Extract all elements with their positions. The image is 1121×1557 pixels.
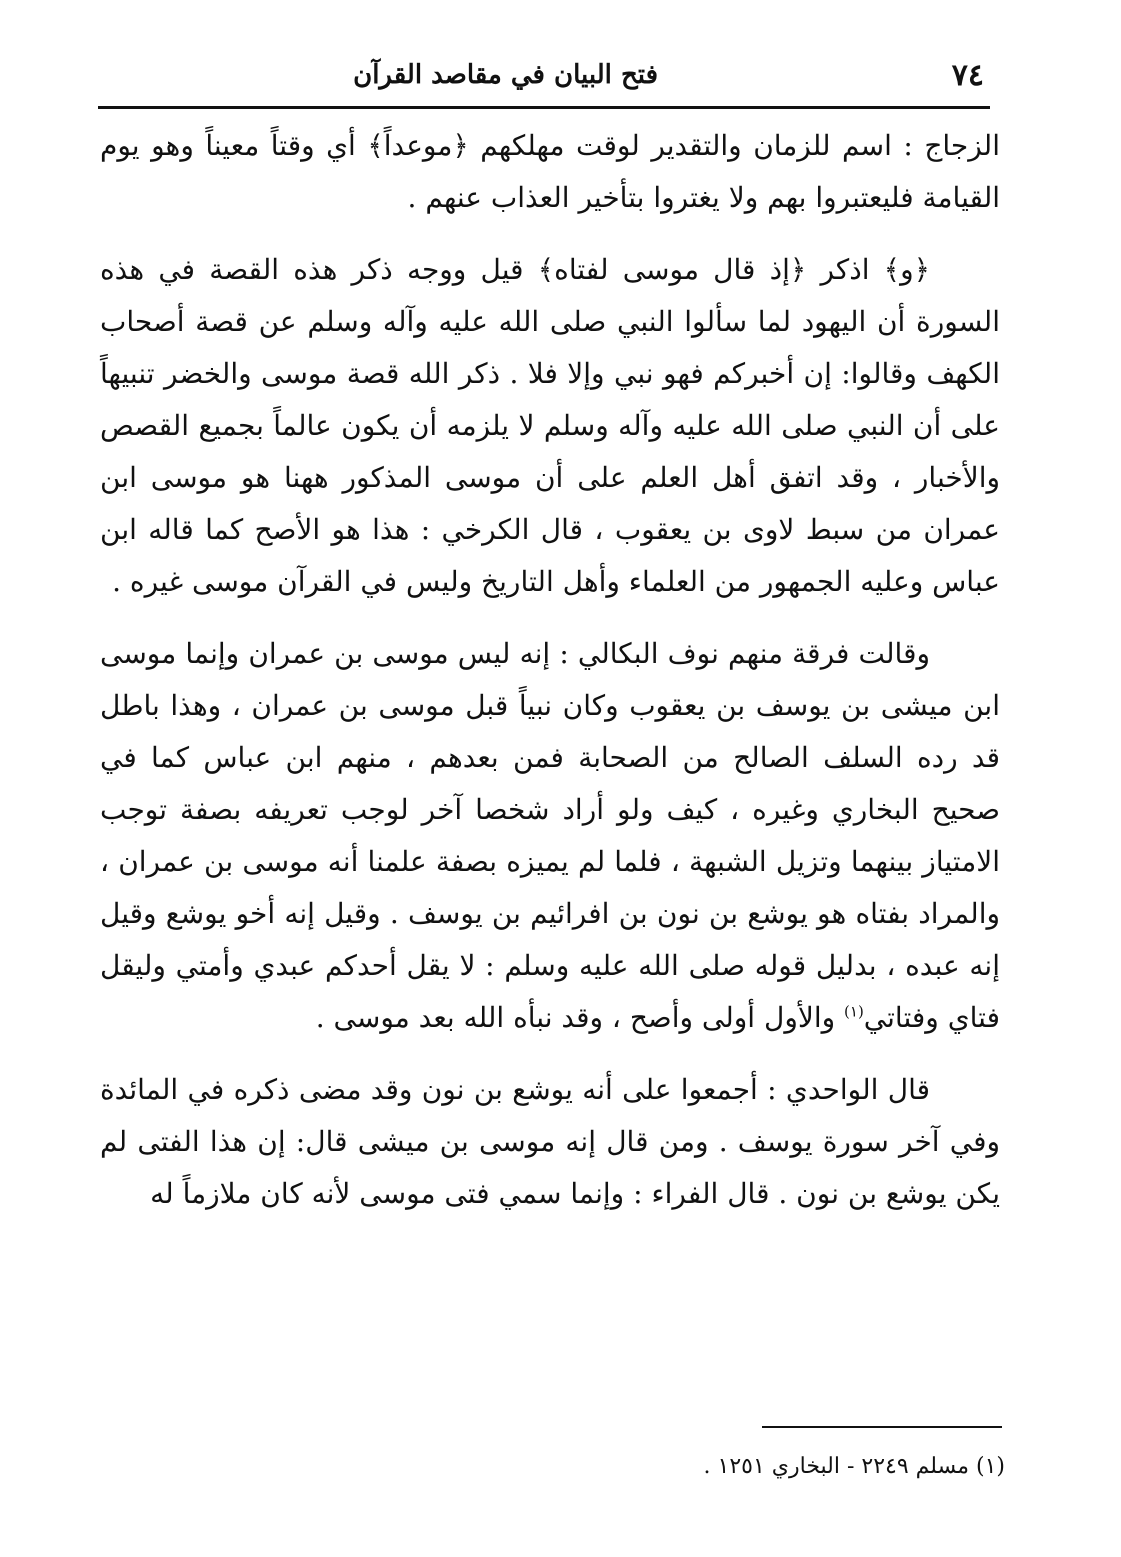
page-number: ٧٤	[951, 58, 984, 93]
paragraph-4	[100, 1064, 1000, 1220]
paragraph-text: قال الواحدي : أجمعوا على أنه يوشع بن نون وقد مضى ذكره في المائدة وفي آخر سورة يوسف . ومن قال إنه موسى بن ميشى قال: إن هذا الفتى لم يكن يوشع بن نون . قال الفراء : وإنما سمي فتى موسى لأنه كان ملازماً له	[100, 1073, 1000, 1210]
paragraph-1	[100, 120, 1000, 224]
paragraph-2	[100, 244, 1000, 608]
footnote: (١) مسلم ٢٢٤٩ - البخاري ١٢٥١ .	[703, 1454, 1005, 1479]
paragraph-text: الزجاج : اسم للزمان والتقدير لوقت مهلكهم ﴿موعداً﴾ أي وقتاً معيناً وهو يوم القيامة فليعتبروا بهم ولا يغتروا بتأخير العذاب عنهم .	[100, 129, 1000, 214]
paragraph-text-continued: والأول أولى وأصح ، وقد نبأه الله بعد موسى .	[315, 1001, 845, 1034]
running-header	[98, 52, 988, 108]
book-title: فتح البيان في مقاصد القرآن	[353, 60, 658, 90]
footnote-marker[interactable]: (١)	[844, 1002, 864, 1021]
paragraph-text: وقالت فرقة منهم نوف البكالي : إنه ليس موسى بن عمران وإنما موسى ابن ميشى بن يوسف بن يعقوب وكان نبياً قبل موسى بن عمران ، وهذا باطل قد رده السلف الصالح من الصحابة فمن بعدهم ، منهم ابن عباس كما في صحيح البخاري وغيره ، كيف ولو أراد شخصا آخر لوجب تعريفه بصفة توجب الامتياز بينهما وتزيل الشبهة ، فلما لم يميزه بصفة علمنا أنه موسى بن عمران ، والمراد بفتاه هو يوشع بن نون بن افرائيم بن يوسف . وقيل إنه أخو يوشع وقيل إنه عبده ، بدليل قوله صلى الله عليه وسلم : لا يقل أحدكم عبدي وأمتي وليقل فتاي وفتاتي	[100, 637, 1000, 1034]
body-text	[100, 120, 1000, 1220]
paragraph-text: ﴿و﴾ اذكر ﴿إذ قال موسى لفتاه﴾ قيل ووجه ذكر هذه القصة في هذه السورة أن اليهود لما سألوا النبي صلى الله عليه وآله وسلم عن قصة أصحاب الكهف وقالوا: إن أخبركم فهو نبي وإلا فلا . ذكر الله قصة موسى والخضر تنبيهاً على أن النبي صلى الله عليه وآله وسلم لا يلزمه أن يكون عالماً بجميع القصص والأخبار ، وقد اتفق أهل العلم على أن موسى المذكور ههنا هو موسى ابن عمران من سبط لاوى بن يعقوب ، قال الكرخي : هذا هو الأصح كما قاله ابن عباس وعليه الجمهور من العلماء وأهل التاريخ وليس في القرآن موسى غيره .	[100, 253, 1000, 598]
header-rule	[98, 106, 990, 109]
footnote-rule	[762, 1426, 1002, 1428]
paragraph-3	[100, 628, 1000, 1044]
